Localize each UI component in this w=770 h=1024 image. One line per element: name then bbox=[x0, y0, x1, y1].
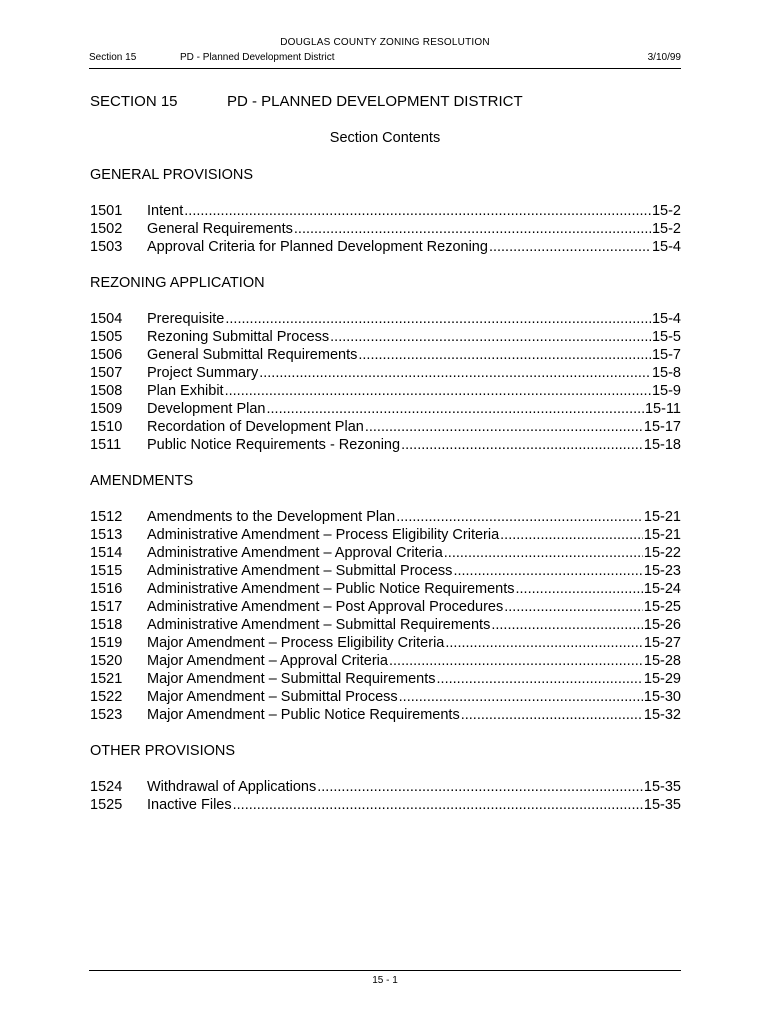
toc-dot-leader bbox=[453, 562, 642, 580]
toc-entry[interactable] bbox=[90, 598, 681, 616]
toc-entry[interactable] bbox=[90, 310, 681, 328]
toc-entry[interactable] bbox=[90, 202, 681, 220]
toc-entry[interactable] bbox=[90, 652, 681, 670]
toc-entry-title: Intent bbox=[147, 203, 184, 219]
toc-entry-page: 15-22 bbox=[643, 545, 681, 561]
toc-group bbox=[90, 166, 681, 256]
toc-group-heading: GENERAL PROVISIONS bbox=[90, 167, 254, 183]
toc-entry-title: Recordation of Development Plan bbox=[147, 419, 364, 435]
toc-entry-title: Development Plan bbox=[147, 401, 266, 417]
toc-entry-number: 1506 bbox=[90, 347, 123, 363]
toc-entry-page: 15-2 bbox=[651, 221, 681, 237]
toc-entry-page: 15-7 bbox=[651, 347, 681, 363]
toc-entry[interactable] bbox=[90, 634, 681, 652]
toc-group bbox=[90, 274, 681, 454]
toc-entry[interactable] bbox=[90, 778, 681, 796]
toc-entry[interactable] bbox=[90, 688, 681, 706]
toc-entry-title: General Submittal Requirements bbox=[147, 347, 358, 363]
header-section-label: Section 15 bbox=[89, 52, 137, 63]
contents-heading: Section Contents bbox=[329, 130, 441, 146]
toc-entry[interactable] bbox=[90, 508, 681, 526]
toc-entry-page: 15-23 bbox=[643, 563, 681, 579]
toc-entry-number: 1520 bbox=[90, 653, 123, 669]
toc-dot-leader bbox=[389, 652, 643, 670]
toc-entry-number: 1522 bbox=[90, 689, 123, 705]
toc-entry-number: 1518 bbox=[90, 617, 123, 633]
toc-entry-number: 1519 bbox=[90, 635, 123, 651]
toc-dot-leader bbox=[500, 526, 643, 544]
toc-dot-leader bbox=[445, 634, 643, 652]
toc-entry[interactable] bbox=[90, 616, 681, 634]
toc-entry-number: 1517 bbox=[90, 599, 123, 615]
toc-entry-title: Major Amendment – Submittal Process bbox=[147, 689, 398, 705]
toc-entry-number: 1509 bbox=[90, 401, 123, 417]
toc-dot-leader bbox=[225, 310, 651, 328]
toc-entry-page: 15-28 bbox=[643, 653, 681, 669]
toc-entry-page: 15-8 bbox=[651, 365, 681, 381]
toc-entry-number: 1514 bbox=[90, 545, 123, 561]
toc-entry-number: 1516 bbox=[90, 581, 123, 597]
toc-dot-leader bbox=[516, 580, 643, 598]
toc-entry[interactable] bbox=[90, 580, 681, 598]
toc-entry-number: 1521 bbox=[90, 671, 123, 687]
toc-dot-leader bbox=[461, 706, 643, 724]
toc-dot-leader bbox=[444, 544, 643, 562]
section-number: SECTION 15 bbox=[90, 93, 178, 110]
toc-entry-title: Major Amendment – Public Notice Requirements bbox=[147, 707, 460, 723]
toc-entry-page: 15-17 bbox=[643, 419, 681, 435]
toc-dot-leader bbox=[396, 508, 643, 526]
toc-group-heading: REZONING APPLICATION bbox=[90, 275, 265, 291]
toc-entry-number: 1525 bbox=[90, 797, 123, 813]
toc-entry-title: Administrative Amendment – Process Eligibility Criteria bbox=[147, 527, 500, 543]
toc-entry[interactable] bbox=[90, 670, 681, 688]
toc-entry-number: 1502 bbox=[90, 221, 123, 237]
toc-entry[interactable] bbox=[90, 562, 681, 580]
toc-group-heading: AMENDMENTS bbox=[90, 473, 194, 489]
toc-entry-title: Plan Exhibit bbox=[147, 383, 224, 399]
toc-dot-leader bbox=[491, 616, 643, 634]
table-of-contents bbox=[90, 166, 681, 832]
toc-entry-page: 15-32 bbox=[643, 707, 681, 723]
toc-entry-title: Amendments to the Development Plan bbox=[147, 509, 396, 525]
toc-entry[interactable] bbox=[90, 328, 681, 346]
toc-dot-leader bbox=[358, 346, 651, 364]
toc-dot-leader bbox=[184, 202, 651, 220]
toc-dot-leader bbox=[225, 382, 651, 400]
toc-dot-leader bbox=[399, 688, 643, 706]
toc-entry-number: 1515 bbox=[90, 563, 123, 579]
toc-entry-page: 15-27 bbox=[643, 635, 681, 651]
toc-dot-leader bbox=[401, 436, 643, 454]
toc-entry-title: Administrative Amendment – Submittal Process bbox=[147, 563, 453, 579]
toc-entry[interactable] bbox=[90, 382, 681, 400]
toc-dot-leader bbox=[259, 364, 651, 382]
toc-entry[interactable] bbox=[90, 544, 681, 562]
toc-entry-number: 1510 bbox=[90, 419, 123, 435]
toc-group-heading: OTHER PROVISIONS bbox=[90, 743, 236, 759]
toc-dot-leader bbox=[233, 796, 643, 814]
running-title: DOUGLAS COUNTY ZONING RESOLUTION bbox=[280, 37, 490, 48]
toc-entry[interactable] bbox=[90, 238, 681, 256]
toc-entry-number: 1503 bbox=[90, 239, 123, 255]
toc-entry[interactable] bbox=[90, 346, 681, 364]
toc-entry-number: 1524 bbox=[90, 779, 123, 795]
toc-entry-page: 15-21 bbox=[643, 527, 681, 543]
header-date: 3/10/99 bbox=[647, 52, 681, 63]
toc-entry-title: Public Notice Requirements - Rezoning bbox=[147, 437, 401, 453]
toc-entry-page: 15-24 bbox=[643, 581, 681, 597]
toc-entry[interactable] bbox=[90, 364, 681, 382]
toc-dot-leader bbox=[437, 670, 643, 688]
toc-entry[interactable] bbox=[90, 706, 681, 724]
toc-dot-leader bbox=[504, 598, 643, 616]
toc-dot-leader bbox=[317, 778, 643, 796]
toc-entry-number: 1501 bbox=[90, 203, 123, 219]
toc-entry-title: Rezoning Submittal Process bbox=[147, 329, 330, 345]
toc-entry-number: 1513 bbox=[90, 527, 123, 543]
toc-entry-number: 1523 bbox=[90, 707, 123, 723]
toc-entry-page: 15-30 bbox=[643, 689, 681, 705]
toc-entry-page: 15-35 bbox=[643, 797, 681, 813]
toc-entry-title: Administrative Amendment – Submittal Requirements bbox=[147, 617, 491, 633]
toc-entry-page: 15-29 bbox=[643, 671, 681, 687]
toc-entry-title: Project Summary bbox=[147, 365, 259, 381]
toc-entry[interactable] bbox=[90, 400, 681, 418]
page-footer bbox=[89, 970, 681, 986]
toc-entry-number: 1504 bbox=[90, 311, 123, 327]
page-number: 15 - 1 bbox=[372, 975, 398, 986]
header-district-name: PD - Planned Development District bbox=[180, 52, 335, 63]
toc-entry-page: 15-5 bbox=[651, 329, 681, 345]
page-header bbox=[89, 52, 681, 69]
toc-entry[interactable] bbox=[90, 220, 681, 238]
toc-entry-title: Administrative Amendment – Approval Criteria bbox=[147, 545, 443, 561]
toc-entry-title: Withdrawal of Applications bbox=[147, 779, 317, 795]
toc-entry-title: Major Amendment – Submittal Requirements bbox=[147, 671, 436, 687]
toc-dot-leader bbox=[365, 418, 643, 436]
toc-entry-page: 15-11 bbox=[644, 401, 681, 417]
toc-entry[interactable] bbox=[90, 526, 681, 544]
toc-entry-title: Approval Criteria for Planned Development Rezoning bbox=[147, 239, 488, 255]
toc-entry-number: 1512 bbox=[90, 509, 123, 525]
section-name: PD - PLANNED DEVELOPMENT DISTRICT bbox=[227, 93, 523, 110]
toc-entry-page: 15-4 bbox=[651, 311, 681, 327]
toc-entry-title: Inactive Files bbox=[147, 797, 232, 813]
toc-entry-page: 15-26 bbox=[643, 617, 681, 633]
toc-dot-leader bbox=[267, 400, 644, 418]
toc-entry-page: 15-21 bbox=[643, 509, 681, 525]
toc-entry-title: Prerequisite bbox=[147, 311, 225, 327]
toc-entry-number: 1511 bbox=[90, 437, 122, 453]
toc-entry[interactable] bbox=[90, 796, 681, 814]
toc-entry-page: 15-9 bbox=[651, 383, 681, 399]
toc-group bbox=[90, 472, 681, 724]
toc-entry-number: 1507 bbox=[90, 365, 123, 381]
toc-entry-page: 15-4 bbox=[651, 239, 681, 255]
toc-group bbox=[90, 742, 681, 814]
toc-entry-title: Administrative Amendment – Post Approval Procedures bbox=[147, 599, 504, 615]
toc-entry-page: 15-25 bbox=[643, 599, 681, 615]
toc-entry-number: 1505 bbox=[90, 329, 123, 345]
toc-entry-title: Administrative Amendment – Public Notice Requirements bbox=[147, 581, 515, 597]
toc-entry-page: 15-35 bbox=[643, 779, 681, 795]
toc-dot-leader bbox=[330, 328, 651, 346]
toc-entry-title: Major Amendment – Process Eligibility Criteria bbox=[147, 635, 445, 651]
toc-entry-title: Major Amendment – Approval Criteria bbox=[147, 653, 388, 669]
toc-entry-title: General Requirements bbox=[147, 221, 293, 237]
toc-dot-leader bbox=[489, 238, 651, 256]
toc-dot-leader bbox=[294, 220, 651, 238]
toc-entry[interactable] bbox=[90, 436, 681, 454]
toc-entry-page: 15-2 bbox=[651, 203, 681, 219]
toc-entry[interactable] bbox=[90, 418, 681, 436]
toc-entry-number: 1508 bbox=[90, 383, 123, 399]
toc-entry-page: 15-18 bbox=[643, 437, 681, 453]
